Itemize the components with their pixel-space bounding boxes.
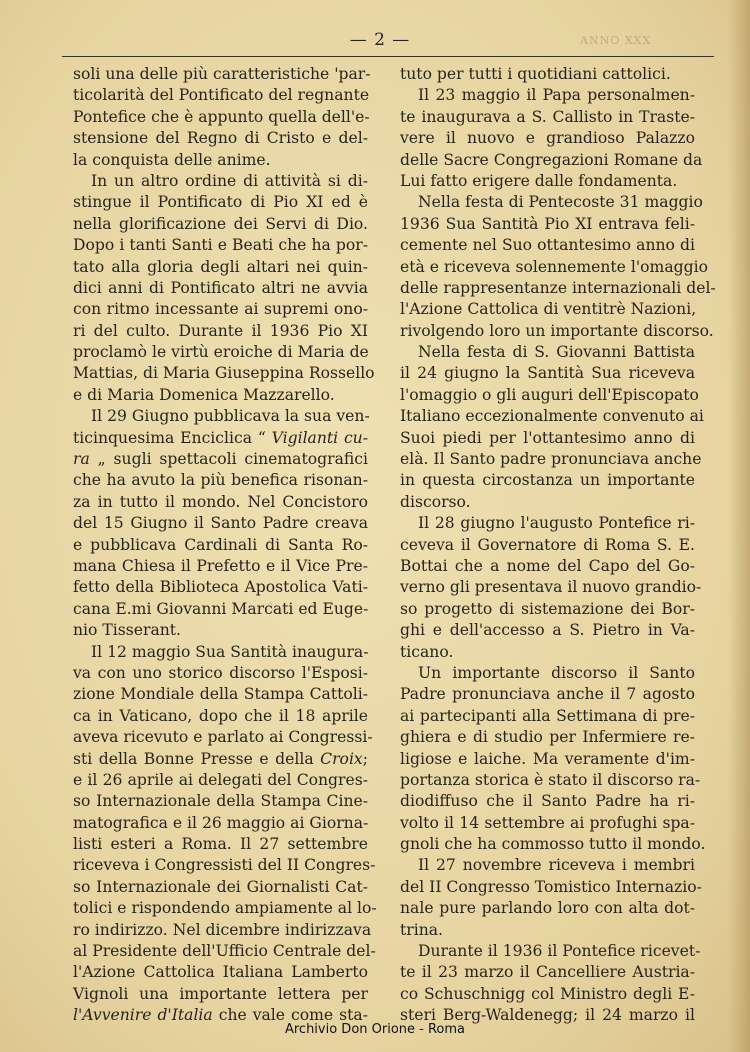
text-line [73,492,368,513]
text-segment: e di Maria Domenica Mazzarello. [73,385,335,404]
text-line [400,791,695,812]
text-segment: Pontefice che è appunto quella dell'e- [73,107,370,126]
text-segment: Italiano eccezionalmente convenuto ai [400,407,704,426]
text-segment: ticinquesima Enciclica “ [73,428,272,447]
text-segment: Suoi piedi per l'ottantesimo anno di [400,428,695,447]
text-segment: gnoli che ha commosso tutto il mondo. [400,835,706,854]
text-line [73,599,368,620]
text-segment: Il 28 giugno l'augusto Pontefice ri- [418,514,695,533]
text-line [73,257,368,278]
text-line [73,428,368,449]
text-segment: tuto per tutti i quotidiani cattolici. [400,65,671,83]
text-segment: soli una delle più caratteristiche 'par- [73,65,371,83]
text-line [400,299,695,320]
text-segment: discorso. [400,492,471,511]
text-segment: Mattias, di Maria Giuseppina Rossello [73,364,375,383]
text-line [400,128,695,149]
text-segment: zione Mondiale della Stampa Cattoli- [73,685,368,704]
text-segment: ; [362,749,368,768]
text-line [73,706,368,727]
text-line [73,150,368,171]
text-segment: verno gli presentava il nuovo grandio- [400,578,702,597]
text-segment: matografica e il 26 maggio ai Giorna- [73,813,369,832]
text-line [73,406,368,427]
text-line [400,941,701,962]
text-segment: cana E.mi Giovanni Marcati ed Euge- [73,599,369,618]
text-line [400,834,706,855]
text-segment: ceveva il Governatore di Roma S. E. [400,535,695,554]
text-segment: Dopo i tanti Santi e Beati che ha por- [73,236,368,255]
text-line [400,64,695,85]
text-line [73,749,368,770]
text-line [73,941,376,962]
text-line [400,962,695,983]
text-segment: ticolarità del Pontificato del regnante [73,86,370,105]
text-segment: te inaugurava a S. Callisto in Traste- [400,107,695,126]
text-segment: In un altro ordine di attività si di- [91,171,368,190]
italic-title: l'Avvenire d'Italia [73,1006,213,1025]
text-segment: za in tutto il mondo. Nel Concistoro [73,492,368,511]
running-title-bleedthrough: ANNO XXX [580,34,652,47]
text-line [400,513,695,534]
text-line [400,214,695,235]
left-column [73,64,377,1027]
text-line [73,385,368,406]
text-line [73,85,368,106]
text-line [400,813,695,834]
text-segment: va con uno storico discorso l'Esposi- [73,663,368,682]
text-segment: so Internazionale della Stampa Cine- [73,792,368,811]
text-line [400,920,695,941]
text-line [73,834,368,855]
text-segment: elà. Il Santo padre pronunciava anche [400,450,702,469]
text-line [400,385,699,406]
text-segment: al Presidente dell'Ufficio Centrale del- [73,942,376,961]
text-segment: proclamò le virtù eroiche di Maria de [73,343,369,362]
text-segment: la conquista delle anime. [73,150,271,169]
text-line [73,984,368,1005]
text-line [400,984,695,1005]
text-segment: Un importante discorso il Santo [418,663,695,682]
text-segment: so progetto di sistemazione dei Bor- [400,599,695,618]
text-segment: Il 23 maggio il Papa personalmen- [418,86,695,105]
text-segment: Il 29 Giugno pubblicava la sua ven- [91,407,370,426]
text-line [400,577,702,598]
text-line [73,770,368,791]
text-line [73,813,368,834]
text-segment: in questa circostanza un importante [400,471,695,490]
text-line [73,898,377,919]
text-segment: che ha avuto la più benefica risonan- [73,471,368,490]
text-line [73,299,368,320]
text-line [73,470,368,491]
text-line [400,257,708,278]
text-line [400,663,695,684]
text-segment: cemente nel Suo ottantesimo anno di [400,236,695,255]
text-line [73,321,368,342]
text-line [73,64,371,85]
right-column [400,64,716,1027]
text-segment: dici anni di Pontificato altri ne avvia [73,278,368,297]
text-segment: ri del culto. Durante il 1936 Pio XI [73,321,368,340]
text-segment: steri Berg-Waldenegg; il 24 marzo il [400,1006,695,1025]
text-line [400,535,695,556]
text-segment: portanza storica è stato il discorso ra- [400,770,701,789]
text-line [400,599,695,620]
text-line [73,556,368,577]
text-line [73,107,368,128]
text-line [73,642,368,663]
text-line [400,642,695,663]
text-line [400,749,695,770]
text-segment: ghi e dell'accesso a S. Pietro in Va- [400,621,695,640]
text-line [73,363,375,384]
text-segment: Lui fatto erigere dalle fondamenta. [400,171,678,190]
text-segment: Il 27 novembre riceveva i membri [418,856,695,875]
text-segment: Padre pronunciava anche il 7 agosto [400,685,695,704]
text-line [73,663,368,684]
text-segment: ca in Vaticano, dopo che il 18 aprile [73,706,368,725]
text-line [400,363,695,384]
text-segment: trina. [400,920,444,939]
text-segment: listi esteri a Roma. Il 27 settembre [73,835,368,854]
text-segment: l'Azione Cattolica di ventitrè Nazioni, [400,300,697,319]
text-line [73,171,368,192]
text-line [73,684,368,705]
text-segment: 1936 Sua Santità Pio XI entrava feli- [400,214,695,233]
text-segment: e pubblicava Cardinali di Santa Ro- [73,535,368,554]
archive-footer: Archivio Don Orione - Roma [284,1022,466,1037]
text-line [400,877,702,898]
text-line [73,214,368,235]
text-line [73,278,368,299]
text-segment: nio Tisserant. [73,621,182,640]
text-line [73,513,368,534]
italic-title: ra [73,450,90,469]
text-line [73,535,368,556]
text-segment: te il 23 marzo il Cancelliere Austria- [400,963,695,982]
text-line [400,85,695,106]
text-line [400,428,695,449]
text-segment: Nella festa di S. Giovanni Battista [418,343,695,362]
text-line [73,128,368,149]
page-edge-shadow [728,0,750,1052]
text-segment: che vale come sta- [212,1006,368,1025]
text-line [400,770,701,791]
italic-title: Croix [320,749,363,768]
text-segment: l'Azione Cattolica Italiana Lamberto [73,963,368,982]
text-segment: riceveva i Congressisti del II Congres- [73,856,376,875]
text-segment: Il 12 maggio Sua Santità inaugura- [91,642,369,661]
text-line [400,449,702,470]
text-line [73,192,368,213]
text-line [73,577,368,598]
text-segment: stensione del Regno di Cristo e del- [73,129,368,148]
text-line [400,342,695,363]
text-segment: volto il 14 settembre ai profughi spa- [400,813,695,832]
text-segment: ai partecipanti alla Settimana di pre- [400,706,695,725]
text-line [400,855,695,876]
text-line [73,920,372,941]
text-line [73,620,368,641]
text-segment: del 15 Giugno il Santo Padre creava [73,514,368,533]
text-line [400,556,695,577]
text-line [73,235,368,256]
text-segment: delle rappresentanze internazionali del- [400,278,716,297]
text-line [400,406,704,427]
text-line [400,150,703,171]
text-segment: Nella festa di Pentecoste 31 maggio [418,193,703,212]
text-segment: e il 26 aprile ai delegati del Congres- [73,770,368,789]
text-segment: fetto della Biblioteca Apostolica Vati- [73,578,368,597]
text-segment: nella glorificazione dei Servi di Dio. [73,214,368,233]
text-segment: del II Congresso Tomistico Internazio- [400,877,702,896]
header-rule [62,56,714,57]
text-line [400,171,695,192]
italic-title: Vigilanti cu- [271,428,368,447]
text-segment: ticano. [400,642,454,661]
text-segment: so Internazionale dei Giornalisti Cat- [73,877,368,896]
text-line [73,962,368,983]
text-line [400,620,695,641]
page-number: — 2 — [349,30,411,50]
text-segment: età e riceveva solennemente l'omaggio [400,257,708,276]
text-line [73,342,368,363]
text-segment: rivolgendo loro un importante discorso. [400,321,714,340]
text-segment: ligiose e laiche. Ma veramente d'im- [400,749,695,768]
text-segment: nale pure parlando loro con alta dot- [400,899,695,918]
text-segment: co Schuschnigg col Ministro degli E- [400,984,695,1003]
text-segment: ro indirizzo. Nel dicembre indirizzava [73,920,372,939]
text-line [400,898,695,919]
text-line [73,449,368,470]
text-line [400,727,695,748]
text-line [400,107,695,128]
text-segment: l'omaggio o gli auguri dell'Episcopato [400,385,699,404]
text-line [400,235,695,256]
text-line [73,727,373,748]
text-segment: Durante il 1936 il Pontefice ricevet- [418,942,701,961]
text-segment: tato alla gloria degli altari nei quin- [73,257,368,276]
text-segment: Bottai che a nome del Capo del Go- [400,556,695,575]
text-line [400,192,703,213]
text-line [73,791,368,812]
text-line [400,470,695,491]
text-line [400,684,695,705]
text-line [400,492,695,513]
text-line [400,706,695,727]
text-line [73,877,368,898]
text-segment: tolici e rispondendo ampiamente al lo- [73,899,377,918]
text-segment: ghiera e di studio per Infermiere re- [400,728,695,747]
text-line [400,321,714,342]
text-segment: vere il nuovo e grandioso Palazzo [400,129,695,148]
text-segment: mana Chiesa il Prefetto e il Vice Pre- [73,556,368,575]
text-segment: con ritmo incessante ai supremi ono- [73,300,368,319]
text-segment: sti della Bonne Presse e della [73,749,321,768]
text-segment: Vignoli una importante lettera per [73,984,368,1003]
text-line [400,278,716,299]
text-segment: aveva ricevuto e parlato ai Congressi- [73,728,373,747]
text-segment: stingue il Pontificato di Pio XI ed è [73,193,368,212]
text-segment: „ sugli spettacoli cinematografici [89,450,368,469]
text-line [73,855,376,876]
text-segment: delle Sacre Congregazioni Romane da [400,150,703,169]
text-segment: diodiffuso che il Santo Padre ha ri- [400,792,695,811]
text-segment: il 24 giugno la Santità Sua riceveva [400,364,695,383]
